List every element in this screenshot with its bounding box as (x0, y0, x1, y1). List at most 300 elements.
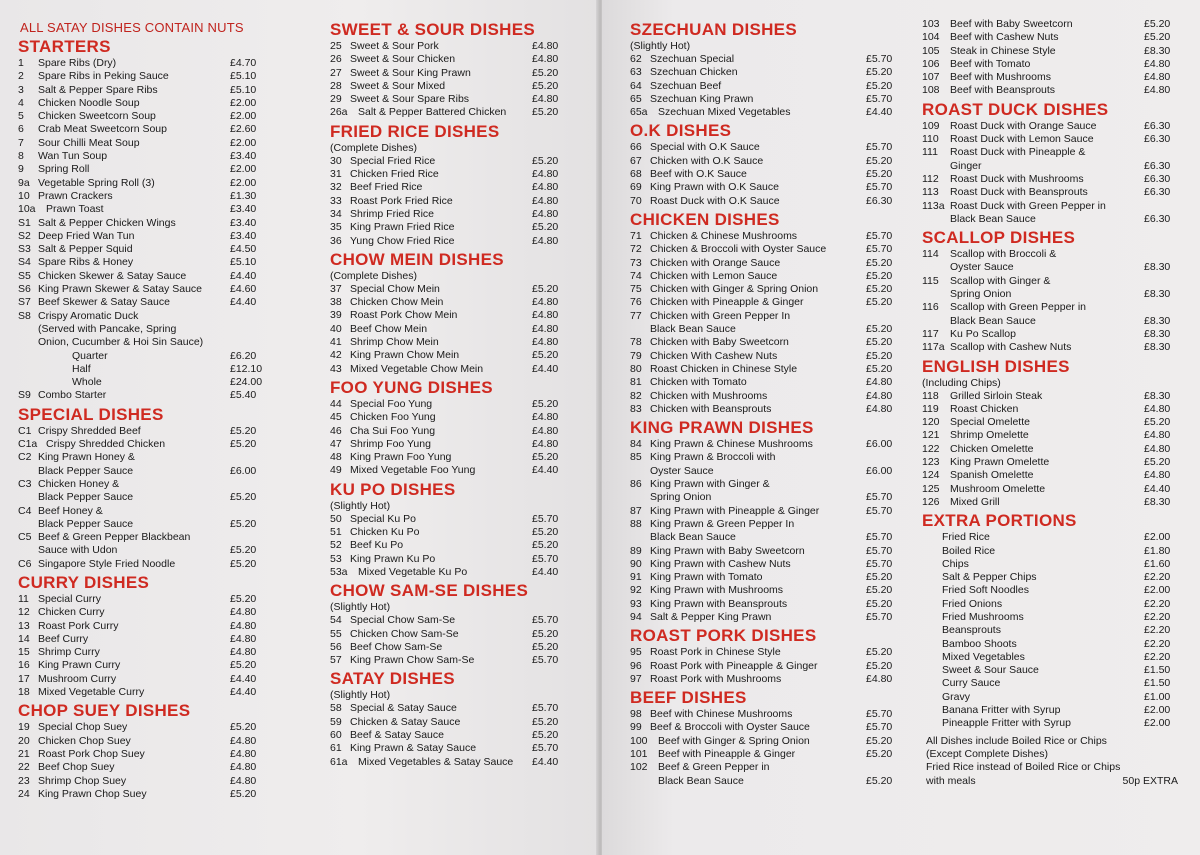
menu-section-extra-portions (922, 511, 1184, 730)
item-name: Pineapple Fritter with Syrup (942, 717, 1071, 730)
item-number: 36 (330, 234, 342, 247)
item-price: £2.00 (230, 176, 257, 189)
item-price: £5.70 (866, 92, 893, 105)
item-name: Beef Chow Sam-Se (350, 640, 443, 653)
menu-item-list (330, 398, 572, 478)
item-number: 87 (630, 504, 642, 517)
item-name: Fried Rice (942, 531, 990, 544)
item-price: £4.80 (1144, 442, 1171, 455)
menu-item (630, 438, 906, 451)
menu-item (630, 106, 906, 119)
item-name: King Prawn with Mushrooms (650, 584, 784, 597)
menu-item (18, 593, 270, 606)
menu-item (630, 571, 906, 584)
item-number: 6 (18, 123, 24, 136)
item-price: £2.00 (1144, 531, 1171, 544)
item-name: King Prawn Fried Rice (350, 221, 455, 234)
item-price: £1.50 (1144, 664, 1171, 677)
item-name: Chicken Noodle Soup (38, 96, 140, 109)
item-price: £5.20 (532, 451, 559, 464)
menu-item (922, 200, 1184, 227)
menu-item (330, 155, 572, 168)
item-price: £2.00 (1144, 584, 1171, 597)
menu-item (922, 598, 1184, 611)
menu-item (18, 123, 270, 136)
item-name: King Prawn Foo Yung (350, 451, 452, 464)
item-name: Mushroom Omelette (950, 482, 1046, 495)
item-number: 39 (330, 309, 342, 322)
item-name: Sweet & Sour King Prawn (350, 66, 471, 79)
item-price: £4.80 (532, 40, 559, 52)
item-number: 112 (922, 172, 939, 185)
menu-item (330, 93, 572, 106)
menu-item (18, 110, 270, 123)
menu-item-list (330, 513, 572, 579)
item-name: Chicken & Broccoli with Oyster Sauce (650, 243, 827, 256)
item-name: King Prawn & Satay Sauce (350, 742, 477, 755)
item-name: Quarter (72, 349, 108, 362)
item-price: £6.30 (1144, 133, 1171, 146)
item-name: Shrimp Foo Yung (350, 437, 431, 450)
item-name: King Prawn with Tomato (650, 571, 763, 584)
item-price: £5.20 (532, 627, 559, 640)
item-name: Scallop with Green Pepper in Black Bean Sauce (950, 301, 1086, 327)
menu-item (330, 451, 572, 464)
item-number: 41 (330, 336, 342, 349)
item-price: £4.80 (532, 309, 559, 322)
item-price: £4.40 (230, 672, 257, 685)
menu-item (922, 651, 1184, 664)
item-number: 23 (18, 774, 30, 787)
menu-item (630, 505, 906, 518)
item-price: £5.20 (532, 349, 559, 362)
menu-item (18, 203, 270, 216)
item-name: Szechuan Mixed Vegetables (658, 106, 791, 119)
item-price: £5.10 (230, 256, 257, 269)
menu-item (630, 673, 906, 686)
section-title: KING PRAWN DISHES (630, 418, 814, 438)
item-name: Singapore Style Fried Noodle (38, 557, 176, 570)
menu-item-list (330, 614, 572, 667)
menu-item (18, 163, 270, 176)
item-price: £4.80 (230, 619, 257, 632)
item-price: £6.30 (1144, 119, 1171, 132)
item-name: Chicken with Tomato (650, 376, 747, 389)
item-price: £6.00 (866, 438, 893, 451)
menu-item (922, 248, 1184, 275)
menu-item (630, 403, 906, 416)
item-name: Fried Onions (942, 597, 1003, 610)
item-number: 45 (330, 411, 342, 424)
item-name: Roast Pork in Chinese Style (650, 646, 781, 659)
item-number: S7 (18, 296, 31, 309)
menu-item (922, 301, 1184, 328)
item-price: £2.20 (1144, 597, 1171, 610)
menu-section-roast-pork-dishes (630, 626, 906, 686)
item-price: £5.20 (866, 336, 893, 349)
item-number: 59 (330, 715, 342, 728)
item-price: £5.20 (532, 282, 559, 295)
menu-item (18, 646, 270, 659)
item-name: Chicken Honey & Black Pepper Sauce (38, 477, 134, 504)
item-price: £5.70 (866, 531, 893, 544)
item-name: Special Fried Rice (350, 154, 436, 167)
item-number: 72 (630, 243, 642, 256)
section-subtitle: (Slightly Hot) (330, 601, 391, 614)
item-name: Chicken Curry (38, 606, 105, 619)
menu-item (922, 496, 1184, 509)
item-name: Beef with Chinese Mushrooms (650, 708, 793, 721)
item-price: £5.20 (866, 646, 893, 659)
menu-item (18, 137, 270, 150)
item-name: Chicken with Orange Sauce (650, 256, 781, 269)
item-name: King Prawn Omelette (950, 456, 1050, 469)
item-number: 71 (630, 229, 642, 242)
item-price: £8.30 (1144, 288, 1171, 301)
item-number: 46 (330, 424, 342, 437)
item-name: Ku Po Scallop (950, 327, 1016, 340)
item-price: £5.70 (866, 610, 893, 623)
item-price: £5.20 (230, 424, 257, 437)
menu-item (330, 742, 572, 755)
item-number: 85 (630, 451, 642, 464)
item-name: Shrimp Chop Suey (38, 774, 127, 787)
item-price: £5.20 (866, 362, 893, 375)
menu-column-3 (630, 18, 906, 788)
item-name: Sour Chilli Meat Soup (38, 136, 140, 149)
section-title: SPECIAL DISHES (18, 404, 164, 424)
item-name: Roast Pork with Pineapple & Ginger (650, 659, 818, 672)
item-name: Beef & Green Pepper in Black Bean Sauce (658, 761, 770, 787)
menu-item (630, 80, 906, 93)
item-number: 26 (330, 53, 342, 66)
item-name: Roast Pork Chop Suey (38, 747, 145, 760)
item-name: King Prawn & Broccoli with Oyster Sauce (650, 451, 776, 477)
item-price: £5.70 (866, 721, 893, 734)
item-name: Yung Chow Fried Rice (350, 234, 455, 247)
item-price: £5.20 (866, 256, 893, 269)
item-number: 58 (330, 702, 342, 715)
item-name: Spare Ribs in Peking Sauce (38, 70, 169, 83)
item-price: £2.00 (230, 96, 257, 109)
item-number: 94 (630, 610, 642, 623)
menu-item (18, 531, 270, 558)
menu-item (330, 539, 572, 552)
menu-item (18, 57, 270, 70)
item-name: Beef & Satay Sauce (350, 728, 444, 741)
menu-item (630, 363, 906, 376)
section-title: CHOW MEIN DISHES (330, 249, 504, 269)
menu-item (330, 40, 572, 53)
menu-section-king-prawn-dishes (630, 418, 906, 624)
item-number: 76 (630, 296, 642, 309)
item-number: 53a (330, 565, 348, 578)
menu-item (630, 310, 906, 337)
item-price: £4.80 (866, 672, 893, 685)
item-number: 106 (922, 57, 940, 70)
item-price: £4.40 (866, 106, 893, 119)
menu-item (330, 756, 572, 769)
item-number: C3 (18, 477, 32, 490)
item-number: 92 (630, 584, 642, 597)
item-price: £5.20 (230, 491, 257, 504)
item-price: £5.20 (230, 592, 257, 605)
menu-section-chop-suey-dishes (18, 701, 270, 801)
item-price: £4.80 (532, 411, 559, 424)
item-name: Roast Chicken (950, 402, 1019, 415)
item-price: £5.20 (866, 659, 893, 672)
item-price: £2.00 (230, 163, 257, 176)
item-number: 8 (18, 150, 24, 163)
menu-item (922, 403, 1184, 416)
item-price: £4.50 (230, 243, 257, 256)
item-number: C1 (18, 424, 32, 437)
item-price: £4.80 (230, 646, 257, 659)
menu-item (630, 350, 906, 363)
menu-column-2 (330, 18, 572, 769)
item-name: Roast Pork Fried Rice (350, 194, 453, 207)
item-number: C2 (18, 451, 32, 464)
item-price: £5.20 (866, 734, 893, 747)
menu-item (330, 296, 572, 309)
menu-item (922, 186, 1184, 199)
item-price: £4.80 (230, 761, 257, 774)
item-number: 124 (922, 469, 940, 482)
item-price: £4.40 (532, 464, 559, 477)
menu-item (330, 106, 572, 119)
item-name: Salt & Pepper Battered Chicken (358, 106, 507, 119)
menu-item (18, 775, 270, 788)
item-price: £4.80 (230, 734, 257, 747)
menu-item (630, 270, 906, 283)
item-name: Fried Mushrooms (942, 610, 1024, 623)
item-number: 125 (922, 482, 940, 495)
item-name: Crispy Aromatic Duck (Served with Pancake, Spring Onion, Cucumber & Hoi Sin Sauce) (38, 309, 204, 349)
item-name: Crispy Shredded Beef (38, 424, 141, 437)
item-name: King Prawn with Beansprouts (650, 597, 788, 610)
menu-section-szechuan-dishes (630, 20, 906, 119)
section-subtitle: (Complete Dishes) (330, 141, 417, 154)
item-number: 115 (922, 274, 939, 287)
item-name: Beef Curry (38, 632, 89, 645)
menu-item (922, 584, 1184, 597)
item-price: £5.20 (1144, 416, 1171, 429)
item-price: £3.40 (230, 203, 257, 216)
item-number: 3 (18, 83, 24, 96)
item-price: £5.10 (230, 83, 257, 96)
menu-item (18, 451, 270, 478)
item-name: Beef Skewer & Satay Sauce (38, 296, 170, 309)
section-title: STARTERS (18, 37, 111, 56)
column-2-sections (330, 20, 572, 769)
item-name: Crispy Shredded Chicken (46, 438, 166, 451)
item-number: 126 (922, 495, 940, 508)
item-number: 18 (18, 686, 30, 699)
item-price: £4.40 (532, 565, 559, 578)
item-number: 38 (330, 296, 342, 309)
section-title: CHOP SUEY DISHES (18, 701, 191, 721)
item-price: £2.20 (1144, 650, 1171, 663)
item-price: £4.80 (866, 376, 893, 389)
item-price: £5.70 (532, 552, 559, 565)
item-price: £6.20 (230, 349, 257, 362)
menu-item-list (630, 438, 906, 624)
section-title: ROAST PORK DISHES (630, 626, 817, 646)
item-number: 123 (922, 456, 940, 469)
item-name: Special with O.K Sauce (650, 141, 760, 154)
menu-item (630, 230, 906, 243)
item-name: Mixed Vegetables & Satay Sauce (358, 755, 514, 768)
item-price: £5.20 (866, 748, 893, 761)
menu-section-starters (18, 37, 270, 403)
menu-section-english-dishes (922, 357, 1184, 510)
menu-item (922, 416, 1184, 429)
menu-item (922, 133, 1184, 146)
item-price: £4.80 (532, 424, 559, 437)
menu-item-list (330, 283, 572, 376)
menu-item (330, 513, 572, 526)
menu-item (630, 598, 906, 611)
menu-item-list (922, 390, 1184, 510)
menu-item (922, 429, 1184, 442)
item-name: Beansprouts (942, 624, 1001, 637)
item-number: 28 (330, 79, 342, 92)
menu-item (330, 80, 572, 93)
menu-item (630, 141, 906, 154)
item-price: £5.20 (532, 397, 559, 410)
item-name: Chicken Foo Yung (350, 411, 436, 424)
item-price: £5.20 (866, 571, 893, 584)
item-name: King Prawn & Chinese Mushrooms (650, 438, 813, 451)
item-name: Chicken with Beansprouts (650, 402, 772, 415)
item-number: 1 (18, 57, 24, 69)
item-name: Beef with O.K Sauce (650, 168, 747, 181)
menu-section-chow-mein-dishes (330, 250, 572, 376)
item-price: £5.20 (230, 659, 257, 672)
item-name: Half (72, 362, 91, 375)
item-price: £5.20 (532, 221, 559, 234)
menu-item (330, 221, 572, 234)
item-number: 31 (330, 168, 342, 181)
item-price: £5.20 (230, 787, 257, 800)
item-name: Beef & Broccoli with Oyster Sauce (650, 721, 810, 734)
item-number: 65a (630, 106, 648, 119)
item-number: 9a (18, 176, 30, 189)
footer-extra-charge: 50p EXTRA (1122, 774, 1178, 787)
item-price: £4.40 (230, 269, 257, 282)
item-number: S4 (18, 256, 31, 269)
menu-item (330, 702, 572, 715)
item-price: £4.80 (532, 296, 559, 309)
menu-item (18, 217, 270, 230)
menu-item (18, 620, 270, 633)
item-number: 11 (18, 592, 29, 605)
item-name: Chicken Chow Sam-Se (350, 627, 459, 640)
item-price: £5.70 (866, 53, 893, 65)
item-price: £2.00 (230, 110, 257, 123)
item-price: £5.20 (230, 721, 257, 734)
menu-item (922, 677, 1184, 690)
item-name: Fried Soft Noodles (942, 584, 1029, 597)
item-price: £5.20 (866, 323, 893, 336)
menu-item-list (330, 702, 572, 768)
item-number: 91 (630, 571, 642, 584)
section-title: SZECHUAN DISHES (630, 20, 797, 39)
item-name: Chicken with Ginger & Spring Onion (650, 283, 819, 296)
item-name: Mixed Vegetable Foo Yung (350, 464, 476, 477)
item-number: 17 (18, 672, 30, 685)
menu-item (18, 606, 270, 619)
item-number: 51 (330, 526, 342, 539)
item-name: Special Chow Mein (350, 282, 440, 295)
item-price: £5.70 (532, 702, 559, 715)
item-name: King Prawn with Pineapple & Ginger (650, 504, 820, 517)
item-number: C5 (18, 531, 32, 544)
item-name: Roast Duck with Beansprouts (950, 186, 1088, 199)
item-number: 105 (922, 44, 940, 57)
item-number: 47 (330, 437, 342, 450)
menu-item (18, 363, 270, 376)
item-number: 13 (18, 619, 30, 632)
item-price: £4.80 (1144, 429, 1171, 442)
item-name: Chicken with Baby Sweetcorn (650, 336, 789, 349)
item-name: Beef with Cashew Nuts (950, 31, 1059, 44)
menu-item (630, 721, 906, 734)
section-subtitle: (Including Chips) (922, 376, 1001, 389)
item-number: 4 (18, 96, 24, 109)
item-number: 10a (18, 203, 36, 216)
menu-item-list (330, 155, 572, 248)
menu-item (630, 93, 906, 106)
item-price: £5.20 (866, 66, 893, 79)
menu-item (330, 553, 572, 566)
item-number: 2 (18, 70, 24, 83)
item-number: 107 (922, 71, 940, 84)
item-number: 97 (630, 672, 642, 685)
menu-item (922, 341, 1184, 354)
footer-note-line: Fried Rice instead of Boiled Rice or Chips (926, 761, 1121, 774)
item-price: £5.20 (866, 79, 893, 92)
item-name: Salt & Pepper Chicken Wings (38, 216, 176, 229)
menu-section-scallop-dishes (922, 228, 1184, 354)
item-name: Chips (942, 557, 969, 570)
item-number: 15 (18, 646, 30, 659)
menu-item (18, 283, 270, 296)
item-price: £4.80 (532, 194, 559, 207)
item-name: Chicken Sweetcorn Soup (38, 110, 156, 123)
item-price: £5.10 (230, 70, 257, 83)
item-price: £4.40 (532, 362, 559, 375)
item-price: £2.20 (1144, 624, 1171, 637)
menu-section-chicken-dishes (630, 210, 906, 416)
item-number: C4 (18, 504, 32, 517)
item-price: £5.20 (532, 79, 559, 92)
item-name: Roast Pork Curry (38, 619, 119, 632)
menu-item (330, 526, 572, 539)
item-number: 26a (330, 106, 348, 119)
menu-item (922, 469, 1184, 482)
item-price: £5.70 (532, 614, 559, 627)
item-price: £5.70 (866, 557, 893, 570)
menu-item (330, 641, 572, 654)
item-price: £5.20 (230, 438, 257, 451)
menu-item (330, 67, 572, 80)
item-price: £4.80 (532, 336, 559, 349)
section-title: ROAST DUCK DISHES (922, 99, 1109, 119)
item-number: 42 (330, 349, 342, 362)
menu-item-list (630, 708, 906, 788)
item-name: Chicken with O.K Sauce (650, 154, 764, 167)
